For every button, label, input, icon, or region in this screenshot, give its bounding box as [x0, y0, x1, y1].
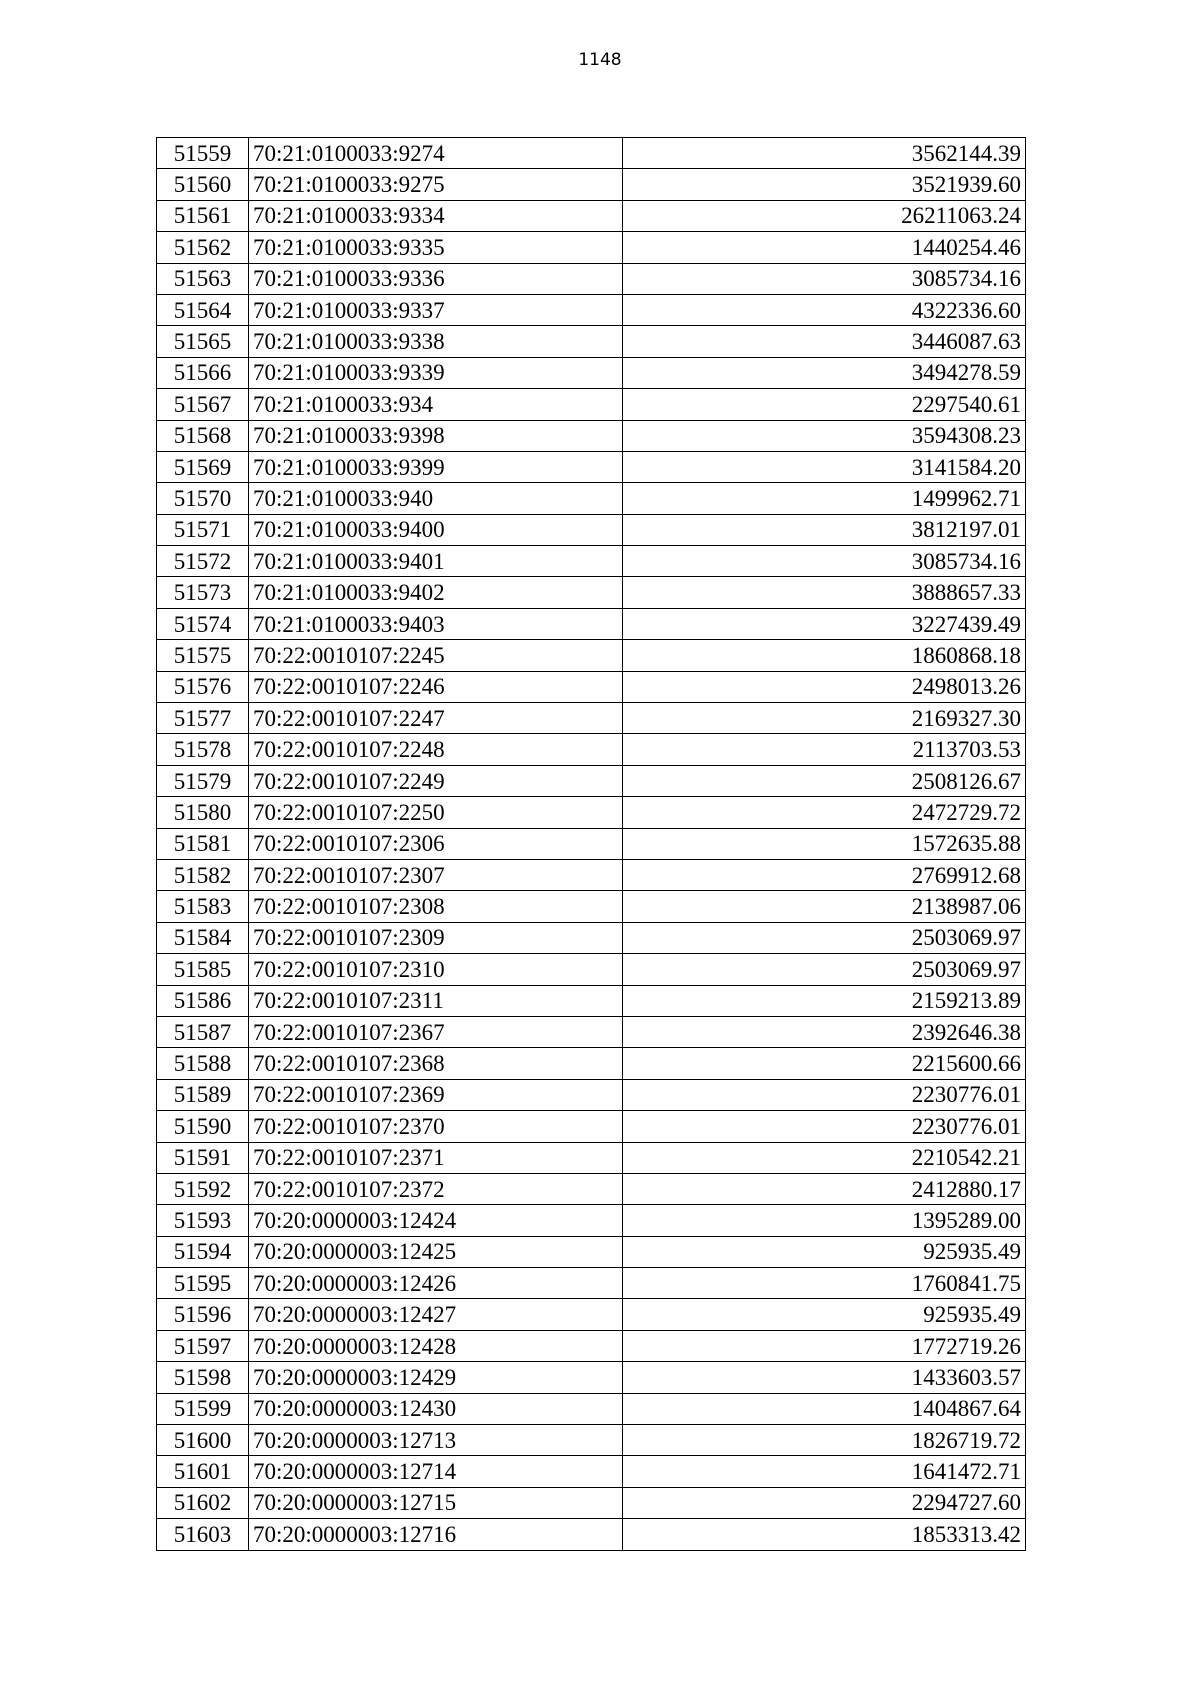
cadastral-code-cell: 70:20:0000003:12428: [249, 1330, 623, 1361]
row-number-cell: 51566: [157, 357, 249, 388]
row-number-cell: 51563: [157, 263, 249, 294]
value-cell: 2210542.21: [623, 1142, 1026, 1173]
cadastral-code-cell: 70:21:0100033:9335: [249, 232, 623, 263]
value-cell: 3888657.33: [623, 577, 1026, 608]
row-number-cell: 51572: [157, 546, 249, 577]
cadastral-code-cell: 70:22:0010107:2310: [249, 954, 623, 985]
value-cell: 2138987.06: [623, 891, 1026, 922]
row-number-cell: 51591: [157, 1142, 249, 1173]
cadastral-code-cell: 70:21:0100033:9274: [249, 138, 623, 169]
table-row: [157, 326, 1026, 357]
table-row: [157, 1048, 1026, 1079]
table-row: [157, 891, 1026, 922]
row-number-cell: 51590: [157, 1111, 249, 1142]
value-cell: 2297540.61: [623, 389, 1026, 420]
table-row: [157, 954, 1026, 985]
table-row: [157, 294, 1026, 325]
cadastral-code-cell: 70:22:0010107:2307: [249, 859, 623, 890]
table-row: [157, 1268, 1026, 1299]
value-cell: 2230776.01: [623, 1111, 1026, 1142]
row-number-cell: 51560: [157, 169, 249, 200]
table-row: [157, 1362, 1026, 1393]
row-number-cell: 51571: [157, 514, 249, 545]
table-row: [157, 985, 1026, 1016]
value-cell: 2472729.72: [623, 797, 1026, 828]
value-cell: 1572635.88: [623, 828, 1026, 859]
row-number-cell: 51594: [157, 1236, 249, 1267]
table-row: [157, 608, 1026, 639]
value-cell: 1499962.71: [623, 483, 1026, 514]
row-number-cell: 51574: [157, 608, 249, 639]
value-cell: 925935.49: [623, 1236, 1026, 1267]
cadastral-code-cell: 70:22:0010107:2250: [249, 797, 623, 828]
value-cell: 2294727.60: [623, 1487, 1026, 1518]
value-cell: 3521939.60: [623, 169, 1026, 200]
value-cell: 3562144.39: [623, 138, 1026, 169]
row-number-cell: 51570: [157, 483, 249, 514]
row-number-cell: 51581: [157, 828, 249, 859]
cadastral-code-cell: 70:21:0100033:9398: [249, 420, 623, 451]
value-cell: 1760841.75: [623, 1268, 1026, 1299]
row-number-cell: 51559: [157, 138, 249, 169]
row-number-cell: 51584: [157, 922, 249, 953]
row-number-cell: 51601: [157, 1456, 249, 1487]
row-number-cell: 51599: [157, 1393, 249, 1424]
table-row: [157, 640, 1026, 671]
table-row: [157, 1236, 1026, 1267]
cadastral-code-cell: 70:21:0100033:9337: [249, 294, 623, 325]
row-number-cell: 51586: [157, 985, 249, 1016]
value-cell: 1404867.64: [623, 1393, 1026, 1424]
table-row: [157, 1456, 1026, 1487]
cadastral-code-cell: 70:22:0010107:2247: [249, 703, 623, 734]
row-number-cell: 51580: [157, 797, 249, 828]
cadastral-code-cell: 70:20:0000003:12425: [249, 1236, 623, 1267]
cadastral-code-cell: 70:20:0000003:12430: [249, 1393, 623, 1424]
value-cell: 3594308.23: [623, 420, 1026, 451]
table-row: [157, 577, 1026, 608]
value-cell: 1395289.00: [623, 1205, 1026, 1236]
row-number-cell: 51578: [157, 734, 249, 765]
table-row: [157, 797, 1026, 828]
table-row: [157, 1299, 1026, 1330]
table-row: [157, 1393, 1026, 1424]
cadastral-code-cell: 70:21:0100033:9399: [249, 451, 623, 482]
table-row: [157, 1330, 1026, 1361]
cadastral-code-cell: 70:22:0010107:2249: [249, 765, 623, 796]
table-row: [157, 765, 1026, 796]
value-cell: 4322336.60: [623, 294, 1026, 325]
row-number-cell: 51597: [157, 1330, 249, 1361]
value-cell: 2113703.53: [623, 734, 1026, 765]
table-row: [157, 1205, 1026, 1236]
table-row: [157, 420, 1026, 451]
cadastral-code-cell: 70:22:0010107:2369: [249, 1079, 623, 1110]
row-number-cell: 51577: [157, 703, 249, 734]
cadastral-code-cell: 70:22:0010107:2370: [249, 1111, 623, 1142]
cadastral-code-cell: 70:21:0100033:9334: [249, 200, 623, 231]
row-number-cell: 51583: [157, 891, 249, 922]
value-cell: 3446087.63: [623, 326, 1026, 357]
table-row: [157, 546, 1026, 577]
row-number-cell: 51603: [157, 1519, 249, 1550]
registry-table: [156, 137, 1026, 1551]
cadastral-code-cell: 70:20:0000003:12424: [249, 1205, 623, 1236]
cadastral-code-cell: 70:20:0000003:12427: [249, 1299, 623, 1330]
row-number-cell: 51589: [157, 1079, 249, 1110]
cadastral-code-cell: 70:20:0000003:12713: [249, 1425, 623, 1456]
value-cell: 2508126.67: [623, 765, 1026, 796]
table-row: [157, 922, 1026, 953]
table-row: [157, 451, 1026, 482]
row-number-cell: 51561: [157, 200, 249, 231]
row-number-cell: 51575: [157, 640, 249, 671]
value-cell: 2769912.68: [623, 859, 1026, 890]
cadastral-code-cell: 70:22:0010107:2311: [249, 985, 623, 1016]
cadastral-code-cell: 70:22:0010107:2309: [249, 922, 623, 953]
value-cell: 2215600.66: [623, 1048, 1026, 1079]
table-row: [157, 1487, 1026, 1518]
value-cell: 2230776.01: [623, 1079, 1026, 1110]
row-number-cell: 51582: [157, 859, 249, 890]
value-cell: 1853313.42: [623, 1519, 1026, 1550]
table-row: [157, 1016, 1026, 1047]
value-cell: 2392646.38: [623, 1016, 1026, 1047]
value-cell: 2159213.89: [623, 985, 1026, 1016]
cadastral-code-cell: 70:21:0100033:9339: [249, 357, 623, 388]
value-cell: 1440254.46: [623, 232, 1026, 263]
table-row: [157, 169, 1026, 200]
table-row: [157, 1173, 1026, 1204]
row-number-cell: 51600: [157, 1425, 249, 1456]
cadastral-code-cell: 70:22:0010107:2367: [249, 1016, 623, 1047]
cadastral-code-cell: 70:22:0010107:2248: [249, 734, 623, 765]
cadastral-code-cell: 70:21:0100033:9275: [249, 169, 623, 200]
cadastral-code-cell: 70:20:0000003:12715: [249, 1487, 623, 1518]
row-number-cell: 51585: [157, 954, 249, 985]
value-cell: 2169327.30: [623, 703, 1026, 734]
row-number-cell: 51569: [157, 451, 249, 482]
value-cell: 1641472.71: [623, 1456, 1026, 1487]
row-number-cell: 51564: [157, 294, 249, 325]
value-cell: 2503069.97: [623, 954, 1026, 985]
cadastral-code-cell: 70:21:0100033:940: [249, 483, 623, 514]
value-cell: 925935.49: [623, 1299, 1026, 1330]
cadastral-code-cell: 70:20:0000003:12426: [249, 1268, 623, 1299]
row-number-cell: 51568: [157, 420, 249, 451]
table-row: [157, 232, 1026, 263]
cadastral-code-cell: 70:20:0000003:12716: [249, 1519, 623, 1550]
value-cell: 3227439.49: [623, 608, 1026, 639]
page-number: 1148: [578, 50, 622, 70]
table-row: [157, 859, 1026, 890]
table-row: [157, 138, 1026, 169]
value-cell: 1860868.18: [623, 640, 1026, 671]
table-row: [157, 1425, 1026, 1456]
cadastral-code-cell: 70:22:0010107:2245: [249, 640, 623, 671]
table-row: [157, 357, 1026, 388]
value-cell: 2498013.26: [623, 671, 1026, 702]
table-row: [157, 263, 1026, 294]
cadastral-code-cell: 70:22:0010107:2371: [249, 1142, 623, 1173]
value-cell: 26211063.24: [623, 200, 1026, 231]
row-number-cell: 51596: [157, 1299, 249, 1330]
value-cell: 1826719.72: [623, 1425, 1026, 1456]
table-row: [157, 1079, 1026, 1110]
value-cell: 3812197.01: [623, 514, 1026, 545]
table-row: [157, 734, 1026, 765]
cadastral-code-cell: 70:21:0100033:9402: [249, 577, 623, 608]
registry-table-body: [157, 138, 1026, 1551]
value-cell: 2412880.17: [623, 1173, 1026, 1204]
table-row: [157, 703, 1026, 734]
cadastral-code-cell: 70:22:0010107:2372: [249, 1173, 623, 1204]
cadastral-code-cell: 70:21:0100033:9401: [249, 546, 623, 577]
row-number-cell: 51587: [157, 1016, 249, 1047]
table-row: [157, 828, 1026, 859]
row-number-cell: 51592: [157, 1173, 249, 1204]
table-row: [157, 1142, 1026, 1173]
row-number-cell: 51565: [157, 326, 249, 357]
cadastral-code-cell: 70:22:0010107:2246: [249, 671, 623, 702]
row-number-cell: 51588: [157, 1048, 249, 1079]
table-row: [157, 671, 1026, 702]
cadastral-code-cell: 70:22:0010107:2308: [249, 891, 623, 922]
cadastral-code-cell: 70:21:0100033:934: [249, 389, 623, 420]
cadastral-code-cell: 70:21:0100033:9403: [249, 608, 623, 639]
cadastral-code-cell: 70:21:0100033:9400: [249, 514, 623, 545]
row-number-cell: 51576: [157, 671, 249, 702]
table-row: [157, 1111, 1026, 1142]
cadastral-code-cell: 70:21:0100033:9336: [249, 263, 623, 294]
value-cell: 2503069.97: [623, 922, 1026, 953]
table-row: [157, 483, 1026, 514]
value-cell: 3085734.16: [623, 263, 1026, 294]
row-number-cell: 51579: [157, 765, 249, 796]
row-number-cell: 51602: [157, 1487, 249, 1518]
row-number-cell: 51595: [157, 1268, 249, 1299]
value-cell: 1772719.26: [623, 1330, 1026, 1361]
row-number-cell: 51598: [157, 1362, 249, 1393]
table-row: [157, 514, 1026, 545]
value-cell: 1433603.57: [623, 1362, 1026, 1393]
row-number-cell: 51567: [157, 389, 249, 420]
cadastral-code-cell: 70:22:0010107:2368: [249, 1048, 623, 1079]
table-row: [157, 389, 1026, 420]
table-row: [157, 200, 1026, 231]
value-cell: 3085734.16: [623, 546, 1026, 577]
cadastral-code-cell: 70:22:0010107:2306: [249, 828, 623, 859]
row-number-cell: 51573: [157, 577, 249, 608]
value-cell: 3494278.59: [623, 357, 1026, 388]
row-number-cell: 51593: [157, 1205, 249, 1236]
cadastral-code-cell: 70:20:0000003:12714: [249, 1456, 623, 1487]
cadastral-code-cell: 70:21:0100033:9338: [249, 326, 623, 357]
row-number-cell: 51562: [157, 232, 249, 263]
value-cell: 3141584.20: [623, 451, 1026, 482]
table-row: [157, 1519, 1026, 1550]
cadastral-code-cell: 70:20:0000003:12429: [249, 1362, 623, 1393]
